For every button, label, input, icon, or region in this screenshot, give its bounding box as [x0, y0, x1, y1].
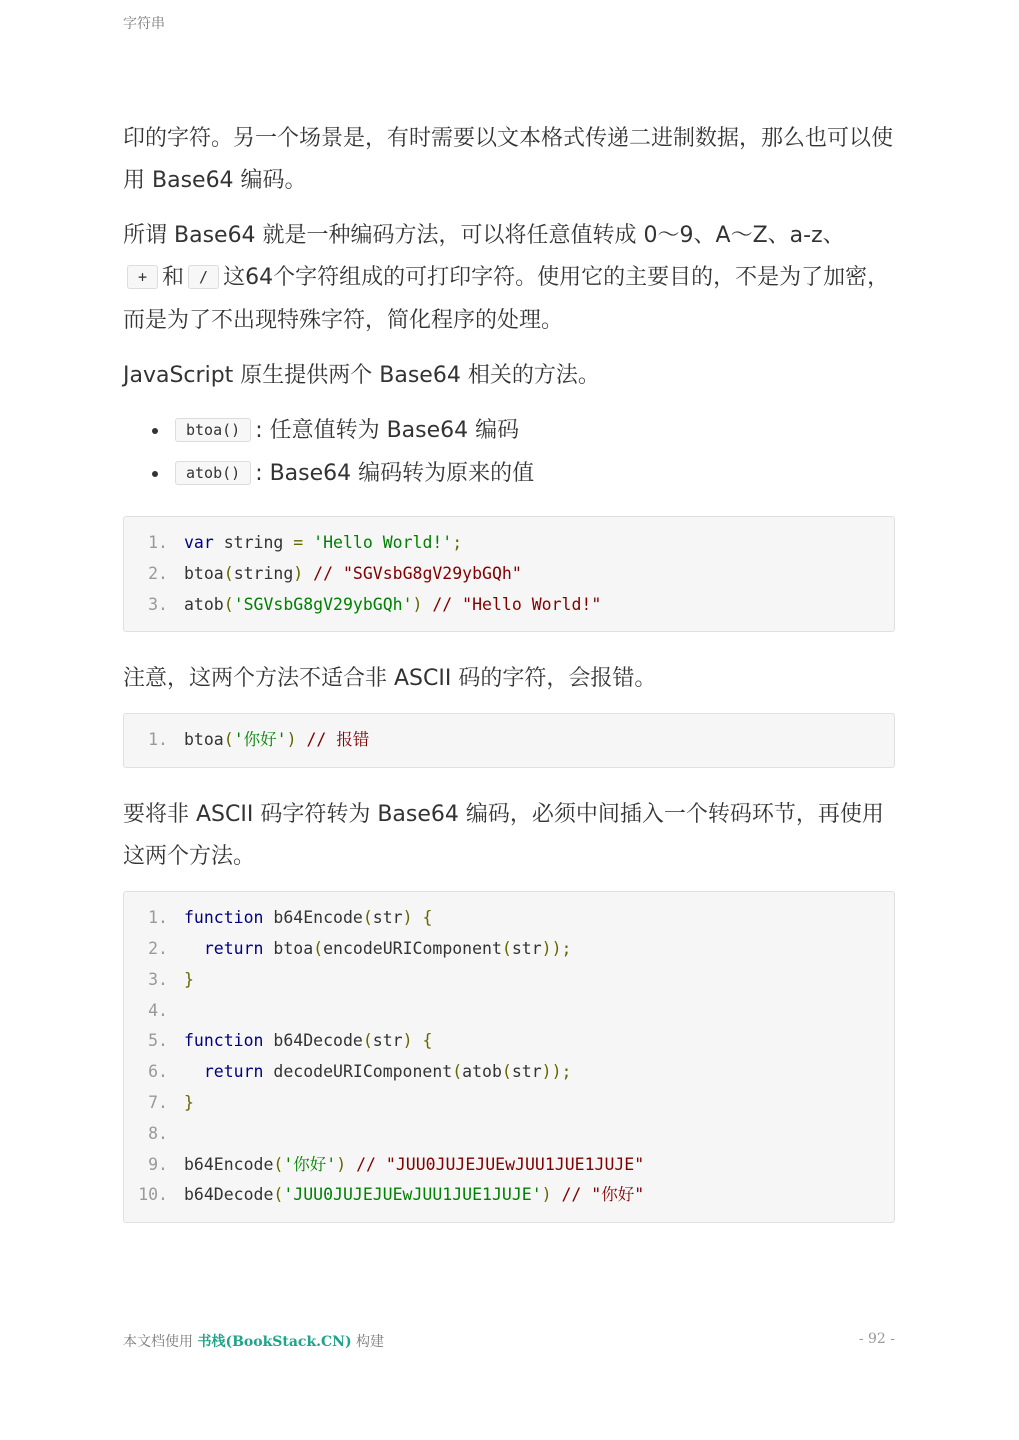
code-line: 1. var string = 'Hello World!';: [148, 533, 463, 552]
footer-suffix: 构建: [351, 1334, 385, 1350]
code-line: 2. return btoa(encodeURIComponent(str));: [148, 938, 572, 958]
code-line: 6. return decodeURIComponent(atob(str));: [148, 1062, 572, 1082]
paragraph-base64-definition: [123, 215, 895, 342]
inline-code-plus: +: [127, 265, 158, 289]
bookstack-link[interactable]: 书栈(BookStack.CN): [197, 1334, 352, 1350]
paragraph-intro: 印的字符。另一个场景是，有时需要以文本格式传递二进制数据，那么也可以使用 Base64 编码。: [123, 126, 894, 193]
code-line: 7. }: [148, 1092, 194, 1112]
footer-prefix: 本文档使用: [123, 1334, 198, 1350]
code-block-b64-functions: [123, 891, 895, 1223]
inline-code-btoa: btoa(): [175, 418, 251, 442]
list-item-text: : Base64 编码转为原来的值: [255, 461, 535, 486]
list-item: [171, 453, 895, 496]
methods-list: [123, 410, 895, 496]
paragraph-text: 这64个字符组成的可打印字符。使用它的主要目的，不是为了加密，而是为了不出现特殊字符，简化程序的处理。: [123, 265, 890, 333]
page-header-title: 字符串: [123, 16, 165, 32]
list-item-text: : 任意值转为 Base64 编码: [255, 418, 520, 443]
code-line: 3. }: [148, 969, 194, 989]
code-block-btoa-atob: [123, 516, 895, 632]
document-body: [123, 118, 895, 1249]
footer-credit: [123, 1331, 384, 1351]
inline-code-atob: atob(): [175, 461, 251, 485]
code-block-error: [123, 713, 895, 768]
code-line: 8.: [148, 1123, 168, 1143]
paragraph-ascii-warning: 注意，这两个方法不适合非 ASCII 码的字符，会报错。: [123, 666, 657, 692]
paragraph-transcode: 要将非 ASCII 码字符转为 Base64 编码，必须中间插入一个转码环节，再使用这两个方法。: [123, 802, 884, 870]
code-line: 3. atob('SGVsbG8gV29ybGQh') // "Hello World!": [148, 594, 602, 614]
code-line: 1. function b64Encode(str) {: [148, 908, 433, 928]
inline-code-slash: /: [188, 265, 219, 289]
paragraph-text: 所谓 Base64 就是一种编码方法，可以将任意值转成 0～9、A～Z、a-z、: [123, 223, 845, 248]
paragraph-text: 和: [162, 265, 185, 290]
paragraph-methods-intro: JavaScript 原生提供两个 Base64 相关的方法。: [123, 363, 600, 388]
list-item: [171, 410, 895, 453]
code-line: 5. function b64Decode(str) {: [148, 1031, 433, 1051]
code-line: 2. btoa(string) // "SGVsbG8gV29ybGQh": [148, 563, 522, 583]
page-number: - 92 -: [858, 1331, 895, 1347]
code-line: 1. btoa('你好') // 报错: [148, 730, 370, 750]
code-line: 4.: [148, 1000, 168, 1020]
code-line: 9. b64Encode('你好') // "JUU0JUJEJUEwJUU1JUE1JUJE": [148, 1154, 645, 1174]
code-line: 10. b64Decode('JUU0JUJEJUEwJUU1JUE1JUJE') // "你好": [138, 1185, 645, 1205]
